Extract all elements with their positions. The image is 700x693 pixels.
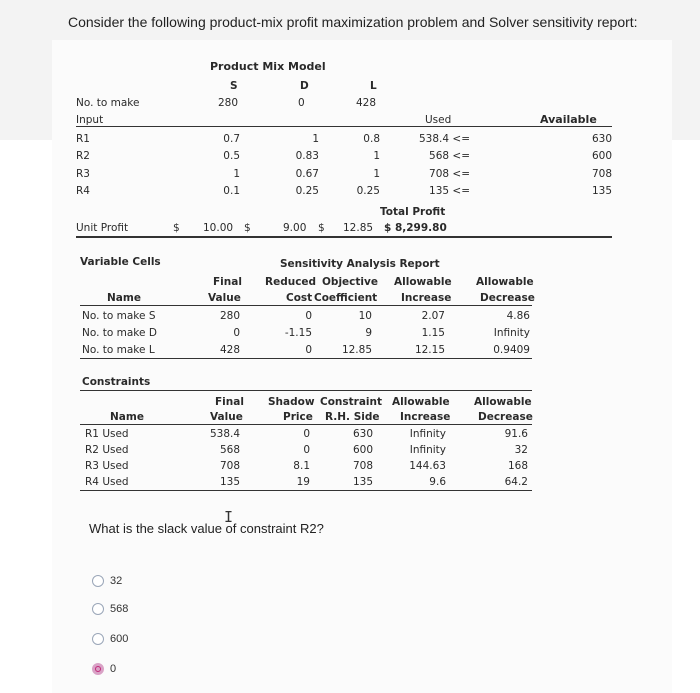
con-allow-inc-header: Allowable bbox=[392, 396, 450, 408]
report-title: Sensitivity Analysis Report bbox=[280, 258, 440, 270]
product-d-header: D bbox=[300, 80, 309, 92]
var-name: No. to make L bbox=[82, 344, 155, 356]
coef-d: 1 bbox=[312, 133, 319, 145]
var-allow-increase: 1.15 bbox=[421, 327, 445, 339]
coef-d: 0.83 bbox=[295, 150, 319, 162]
var-allow-increase: 12.15 bbox=[414, 344, 445, 356]
model-bottom-rule bbox=[76, 236, 612, 238]
unit-profit-l-dollar: $ bbox=[318, 222, 325, 234]
con-allow-increase: 144.63 bbox=[409, 460, 446, 472]
var-reduced-cost: 0 bbox=[305, 310, 312, 322]
var-objective-coef: 10 bbox=[358, 310, 372, 322]
available-label: Available bbox=[540, 113, 597, 126]
con-shadow-price: 8.1 bbox=[293, 460, 310, 472]
con-header-rule bbox=[80, 424, 532, 425]
row-name: R2 bbox=[76, 150, 90, 162]
con-name: R3 Used bbox=[85, 460, 129, 472]
con-decrease-header: Decrease bbox=[478, 411, 533, 423]
var-objective-coef: 9 bbox=[365, 327, 372, 339]
no-to-make-l: 428 bbox=[356, 97, 377, 109]
var-header-rule bbox=[80, 305, 532, 306]
option-label[interactable]: 0 bbox=[110, 663, 117, 675]
no-to-make-s: 280 bbox=[218, 97, 239, 109]
used-value: 135 <= bbox=[429, 185, 470, 197]
var-final-value: 0 bbox=[233, 327, 240, 339]
constraints-top-rule bbox=[80, 390, 532, 391]
used-label: Used bbox=[425, 114, 452, 126]
con-allow-decrease: 91.6 bbox=[504, 428, 528, 440]
var-allow-decrease: 4.86 bbox=[506, 310, 530, 322]
con-rhs-header: R.H. Side bbox=[325, 411, 380, 423]
var-allow-dec-header: Allowable bbox=[476, 276, 534, 288]
var-allow-inc-header: Allowable bbox=[394, 276, 452, 288]
input-label: Input bbox=[76, 114, 104, 126]
unit-profit-d-dollar: $ bbox=[244, 222, 251, 234]
total-profit-value: $ 8,299.80 bbox=[384, 222, 447, 234]
unit-profit-label: Unit Profit bbox=[76, 222, 129, 234]
con-constraint-header: Constraint bbox=[320, 396, 383, 408]
coef-s: 0.1 bbox=[223, 185, 240, 197]
available-value: 135 bbox=[591, 185, 612, 197]
total-profit-label: Total Profit bbox=[380, 206, 446, 218]
radio-button[interactable] bbox=[92, 575, 104, 587]
available-value: 600 bbox=[591, 150, 612, 162]
option-label[interactable]: 32 bbox=[110, 575, 123, 587]
row-name: R4 bbox=[76, 185, 90, 197]
var-final-value: 428 bbox=[219, 344, 240, 356]
con-shadow-price: 0 bbox=[303, 428, 310, 440]
con-allow-decrease: 168 bbox=[507, 460, 528, 472]
var-bottom-rule bbox=[80, 358, 532, 359]
coef-l: 0.8 bbox=[363, 133, 380, 145]
question-prompt: What is the slack value of constraint R2? bbox=[89, 521, 324, 536]
con-allow-decrease: 64.2 bbox=[504, 476, 528, 488]
con-allow-increase: 9.6 bbox=[429, 476, 446, 488]
var-decrease-header: Decrease bbox=[480, 292, 535, 304]
var-increase-header: Increase bbox=[401, 292, 452, 304]
con-name: R1 Used bbox=[85, 428, 129, 440]
var-objective-coef: 12.85 bbox=[341, 344, 372, 356]
con-final-value: 708 bbox=[219, 460, 240, 472]
var-name-header: Name bbox=[107, 292, 141, 304]
con-allow-dec-header: Allowable bbox=[474, 396, 532, 408]
constraints-label: Constraints bbox=[82, 376, 151, 388]
var-allow-decrease: Infinity bbox=[493, 327, 530, 339]
con-shadow-header: Shadow bbox=[268, 396, 315, 408]
var-final-value: 280 bbox=[219, 310, 240, 322]
con-final-header: Final bbox=[215, 396, 244, 408]
con-increase-header: Increase bbox=[400, 411, 451, 423]
con-shadow-price: 19 bbox=[296, 476, 310, 488]
unit-profit-s: 10.00 bbox=[203, 222, 234, 234]
con-allow-increase: Infinity bbox=[409, 428, 446, 440]
var-name: No. to make S bbox=[82, 310, 156, 322]
coef-s: 0.7 bbox=[223, 133, 240, 145]
coef-d: 0.67 bbox=[295, 168, 319, 180]
var-reduced-cost: 0 bbox=[305, 344, 312, 356]
used-value: 708 <= bbox=[429, 168, 470, 180]
unit-profit-d: 9.00 bbox=[283, 222, 307, 234]
con-name: R4 Used bbox=[85, 476, 129, 488]
no-to-make-label: No. to make bbox=[76, 97, 140, 109]
variable-cells-label: Variable Cells bbox=[80, 256, 161, 268]
var-allow-increase: 2.07 bbox=[421, 310, 445, 322]
con-bottom-rule bbox=[80, 490, 532, 491]
model-title: Product Mix Model bbox=[210, 60, 326, 73]
row-name: R1 bbox=[76, 133, 90, 145]
con-final-value: 135 bbox=[219, 476, 240, 488]
option-label[interactable]: 568 bbox=[110, 603, 129, 615]
con-shadow-price: 0 bbox=[303, 444, 310, 456]
con-allow-decrease: 32 bbox=[514, 444, 528, 456]
con-final-value: 568 bbox=[219, 444, 240, 456]
no-to-make-d: 0 bbox=[298, 97, 305, 109]
product-s-header: S bbox=[230, 80, 238, 92]
con-value-header: Value bbox=[210, 411, 243, 423]
var-name: No. to make D bbox=[82, 327, 157, 339]
used-value: 568 <= bbox=[429, 150, 470, 162]
con-name-header: Name bbox=[110, 411, 144, 423]
con-price-header: Price bbox=[283, 411, 313, 423]
con-rhs: 630 bbox=[352, 428, 373, 440]
text-cursor-icon: I bbox=[224, 508, 234, 526]
coef-l: 1 bbox=[373, 150, 380, 162]
con-final-value: 538.4 bbox=[210, 428, 241, 440]
con-rhs: 708 bbox=[352, 460, 373, 472]
radio-button[interactable] bbox=[92, 633, 104, 645]
option-label[interactable]: 600 bbox=[110, 633, 129, 645]
coef-l: 1 bbox=[373, 168, 380, 180]
coef-l: 0.25 bbox=[356, 185, 380, 197]
radio-button[interactable] bbox=[92, 603, 104, 615]
question-title: Consider the following product-mix profit maximization problem and Solver sensitivity report: bbox=[68, 14, 638, 30]
var-allow-decrease: 0.9409 bbox=[493, 344, 530, 356]
available-value: 708 bbox=[591, 168, 612, 180]
available-value: 630 bbox=[591, 133, 612, 145]
row-name: R3 bbox=[76, 168, 90, 180]
var-coefficient-header: Coefficient bbox=[314, 292, 378, 304]
var-reduced-cost: -1.15 bbox=[284, 327, 312, 339]
var-value-header: Value bbox=[208, 292, 241, 304]
unit-profit-s-dollar: $ bbox=[173, 222, 180, 234]
used-value: 538.4 <= bbox=[419, 133, 470, 145]
con-allow-increase: Infinity bbox=[409, 444, 446, 456]
var-objective-header: Objective bbox=[322, 276, 378, 288]
con-name: R2 Used bbox=[85, 444, 129, 456]
var-reduced-header: Reduced bbox=[265, 276, 317, 288]
coef-s: 1 bbox=[233, 168, 240, 180]
var-cost-header: Cost bbox=[286, 292, 313, 304]
product-l-header: L bbox=[370, 80, 377, 92]
coef-d: 0.25 bbox=[295, 185, 319, 197]
con-rhs: 135 bbox=[352, 476, 373, 488]
var-final-header: Final bbox=[213, 276, 242, 288]
input-header-rule bbox=[76, 126, 612, 127]
coef-s: 0.5 bbox=[223, 150, 240, 162]
radio-button-selected[interactable] bbox=[92, 663, 104, 675]
con-rhs: 600 bbox=[352, 444, 373, 456]
unit-profit-l: 12.85 bbox=[343, 222, 374, 234]
